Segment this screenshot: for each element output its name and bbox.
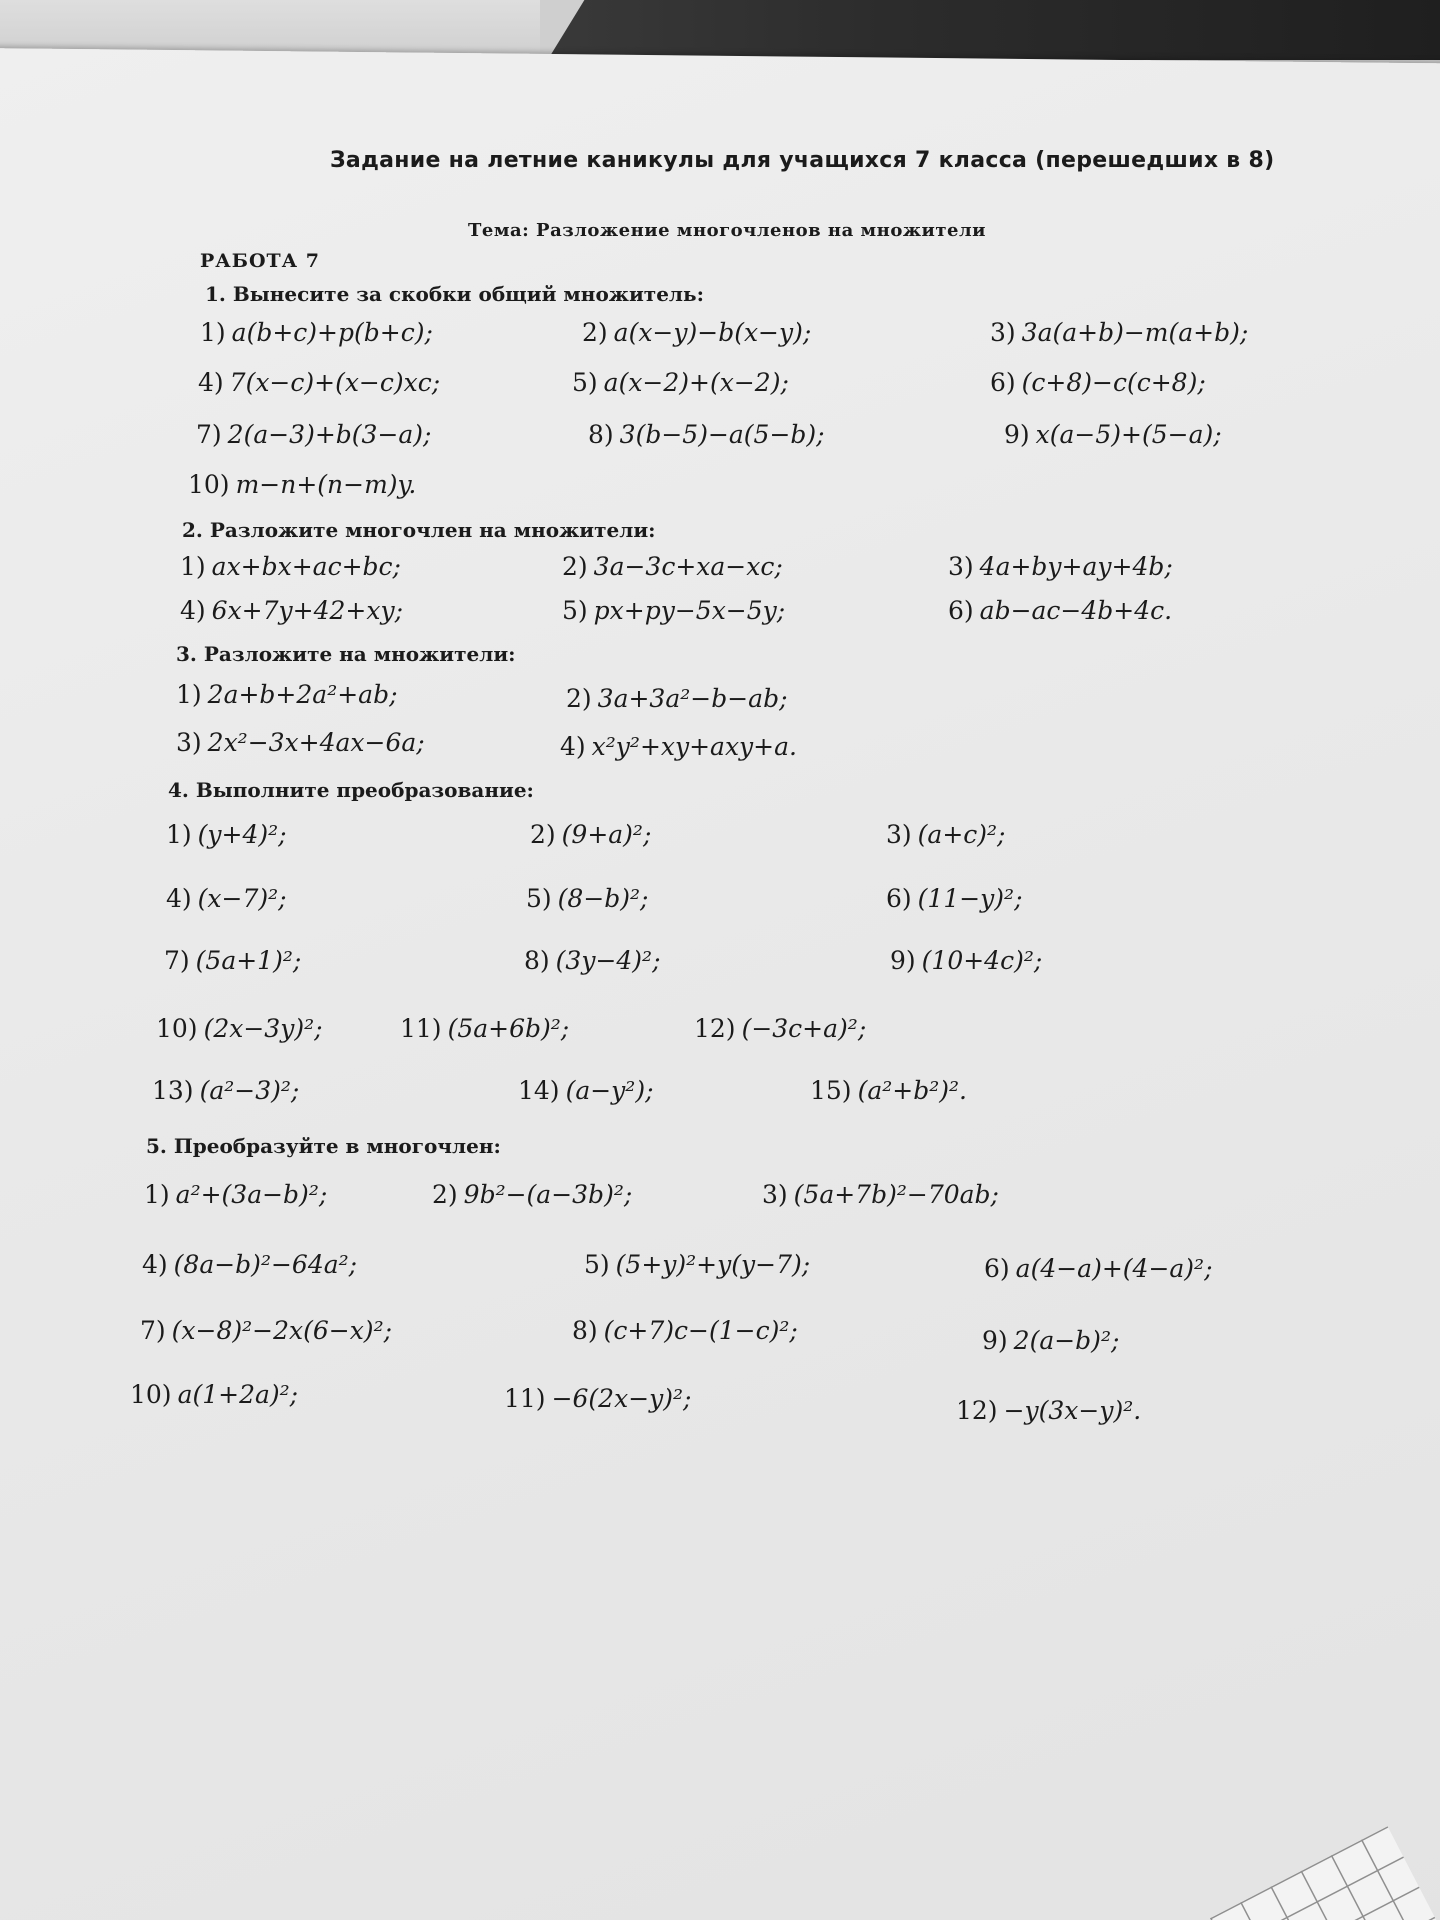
task-expression: 4a+by+ay+4b; <box>979 552 1173 581</box>
task-2-3 <box>948 552 1173 581</box>
task-5-10 <box>130 1380 298 1409</box>
task-expression: (y+4)²; <box>197 820 287 849</box>
task-5-11 <box>504 1384 691 1413</box>
task-4-8 <box>524 946 661 975</box>
task-number: 13) <box>152 1076 194 1105</box>
task-2-6 <box>948 596 1172 625</box>
task-number: 10) <box>188 470 230 499</box>
task-number: 4) <box>198 368 224 397</box>
task-expression: (5a+6b)²; <box>447 1014 570 1043</box>
task-1-4 <box>198 368 440 397</box>
task-expression: (x−7)²; <box>197 884 287 913</box>
task-number: 2) <box>566 684 592 713</box>
task-expression: 9b²−(a−3b)²; <box>463 1180 633 1209</box>
task-3-4 <box>560 732 797 761</box>
task-4-2 <box>530 820 651 849</box>
task-1-7 <box>196 420 431 449</box>
task-number: 1) <box>166 820 192 849</box>
task-2-4 <box>180 596 403 625</box>
task-number: 8) <box>524 946 550 975</box>
task-expression: ab−ac−4b+4c. <box>979 596 1173 625</box>
task-1-9 <box>1004 420 1222 449</box>
task-expression: px+py−5x−5y; <box>593 596 786 625</box>
task-1-1 <box>200 318 433 347</box>
task-expression: 6x+7y+42+xy; <box>211 596 404 625</box>
task-5-1 <box>144 1180 327 1209</box>
task-5-9 <box>982 1326 1119 1355</box>
task-4-14 <box>518 1076 654 1105</box>
task-expression: (9+a)²; <box>561 820 652 849</box>
task-expression: 2(a−b)²; <box>1013 1326 1120 1355</box>
task-expression: (10+4c)²; <box>921 946 1043 975</box>
task-number: 4) <box>166 884 192 913</box>
task-1-3 <box>990 318 1248 347</box>
section-4-title: 4. Выполните преобразование: <box>168 778 534 802</box>
task-1-2 <box>582 318 811 347</box>
task-number: 2) <box>530 820 556 849</box>
task-4-15 <box>810 1076 967 1105</box>
task-number: 8) <box>588 420 614 449</box>
task-4-11 <box>400 1014 569 1043</box>
task-5-4 <box>142 1250 357 1279</box>
task-expression: 3a+3a²−b−ab; <box>597 684 788 713</box>
task-number: 1) <box>200 318 226 347</box>
task-number: 2) <box>432 1180 458 1209</box>
task-5-7 <box>140 1316 392 1345</box>
task-expression: (3y−4)²; <box>555 946 661 975</box>
task-number: 5) <box>526 884 552 913</box>
task-expression: (a−y²); <box>565 1076 654 1105</box>
task-number: 3) <box>948 552 974 581</box>
task-5-12 <box>956 1396 1141 1425</box>
task-expression: (−3c+a)²; <box>741 1014 867 1043</box>
task-expression: (5+y)²+y(y−7); <box>615 1250 811 1279</box>
task-1-6 <box>990 368 1206 397</box>
task-4-5 <box>526 884 648 913</box>
task-expression: x²y²+xy+axy+a. <box>591 732 797 761</box>
task-number: 2) <box>582 318 608 347</box>
task-expression: (c+7)c−(1−c)²; <box>603 1316 798 1345</box>
worksheet-title: Задание на летние каникулы для учащихся 7 класса (перешедших в 8) <box>330 148 1275 173</box>
task-4-7 <box>164 946 301 975</box>
task-expression: (a²−3)²; <box>199 1076 300 1105</box>
task-expression: 3a−3c+xa−xc; <box>593 552 783 581</box>
task-4-10 <box>156 1014 323 1043</box>
task-expression: a(b+c)+p(b+c); <box>231 318 433 347</box>
task-3-2 <box>566 684 788 713</box>
task-4-3 <box>886 820 1005 849</box>
task-expression: ax+bx+ac+bc; <box>211 552 401 581</box>
task-expression: a(x−2)+(x−2); <box>603 368 789 397</box>
task-number: 4) <box>142 1250 168 1279</box>
task-4-12 <box>694 1014 866 1043</box>
task-expression: 2a+b+2a²+ab; <box>207 680 398 709</box>
task-expression: 2x²−3x+4ax−6a; <box>207 728 425 757</box>
section-2-title: 2. Разложите многочлен на множители: <box>182 518 656 542</box>
task-number: 14) <box>518 1076 560 1105</box>
task-number: 3) <box>886 820 912 849</box>
task-expression: 3(b−5)−a(5−b); <box>619 420 825 449</box>
task-number: 4) <box>180 596 206 625</box>
task-number: 3) <box>762 1180 788 1209</box>
section-5-title: 5. Преобразуйте в многочлен: <box>146 1134 501 1158</box>
task-expression: (5a+7b)²−70ab; <box>793 1180 999 1209</box>
task-expression: 3a(a+b)−m(a+b); <box>1021 318 1249 347</box>
task-5-2 <box>432 1180 632 1209</box>
task-3-3 <box>176 728 425 757</box>
task-number: 6) <box>948 596 974 625</box>
task-expression: (c+8)−c(c+8); <box>1021 368 1206 397</box>
task-number: 5) <box>584 1250 610 1279</box>
task-4-1 <box>166 820 287 849</box>
task-number: 9) <box>982 1326 1008 1355</box>
task-1-8 <box>588 420 825 449</box>
task-1-5 <box>572 368 789 397</box>
task-expression: x(a−5)+(5−a); <box>1035 420 1222 449</box>
task-number: 15) <box>810 1076 852 1105</box>
worksheet-theme: Тема: Разложение многочленов на множители <box>468 220 987 241</box>
task-expression: (8−b)²; <box>557 884 649 913</box>
task-5-8 <box>572 1316 798 1345</box>
section-3-title: 3. Разложите на множители: <box>176 642 516 666</box>
task-number: 6) <box>984 1254 1010 1283</box>
task-5-3 <box>762 1180 999 1209</box>
task-number: 9) <box>1004 420 1030 449</box>
task-5-6 <box>984 1254 1213 1283</box>
task-number: 10) <box>156 1014 198 1043</box>
task-number: 2) <box>562 552 588 581</box>
task-number: 1) <box>176 680 202 709</box>
task-expression: a(4−a)+(4−a)²; <box>1015 1254 1213 1283</box>
task-expression: −6(2x−y)²; <box>551 1384 692 1413</box>
task-expression: (a+c)²; <box>917 820 1006 849</box>
task-expression: −y(3x−y)². <box>1003 1396 1142 1425</box>
task-expression: a(x−y)−b(x−y); <box>613 318 812 347</box>
task-number: 1) <box>180 552 206 581</box>
section-1-title: 1. Вынесите за скобки общий множитель: <box>205 282 704 306</box>
task-2-5 <box>562 596 785 625</box>
task-number: 9) <box>890 946 916 975</box>
task-5-5 <box>584 1250 810 1279</box>
work-number: РАБОТА 7 <box>200 250 320 272</box>
task-2-2 <box>562 552 783 581</box>
task-4-4 <box>166 884 287 913</box>
task-expression: 7(x−c)+(x−c)xc; <box>229 368 441 397</box>
task-3-1 <box>176 680 398 709</box>
task-number: 3) <box>990 318 1016 347</box>
task-number: 4) <box>560 732 586 761</box>
task-4-9 <box>890 946 1042 975</box>
task-expression: m−n+(n−m)y. <box>235 470 417 499</box>
task-1-10 <box>188 470 416 499</box>
task-expression: a(1+2a)²; <box>177 1380 299 1409</box>
task-number: 3) <box>176 728 202 757</box>
task-number: 7) <box>196 420 222 449</box>
task-number: 6) <box>990 368 1016 397</box>
task-number: 12) <box>956 1396 998 1425</box>
task-expression: (2x−3y)²; <box>203 1014 323 1043</box>
task-expression: (11−y)²; <box>917 884 1023 913</box>
task-expression: (a²+b²)². <box>857 1076 967 1105</box>
task-number: 11) <box>400 1014 442 1043</box>
task-2-1 <box>180 552 401 581</box>
task-number: 11) <box>504 1384 546 1413</box>
task-number: 1) <box>144 1180 170 1209</box>
task-4-6 <box>886 884 1023 913</box>
task-number: 7) <box>140 1316 166 1345</box>
task-number: 5) <box>572 368 598 397</box>
task-number: 6) <box>886 884 912 913</box>
task-expression: (8a−b)²−64a²; <box>173 1250 358 1279</box>
task-expression: a²+(3a−b)²; <box>175 1180 328 1209</box>
task-number: 8) <box>572 1316 598 1345</box>
task-number: 12) <box>694 1014 736 1043</box>
task-number: 5) <box>562 596 588 625</box>
task-expression: 2(a−3)+b(3−a); <box>227 420 432 449</box>
task-number: 7) <box>164 946 190 975</box>
task-number: 10) <box>130 1380 172 1409</box>
task-4-13 <box>152 1076 299 1105</box>
task-expression: (5a+1)²; <box>195 946 302 975</box>
task-expression: (x−8)²−2x(6−x)²; <box>171 1316 393 1345</box>
